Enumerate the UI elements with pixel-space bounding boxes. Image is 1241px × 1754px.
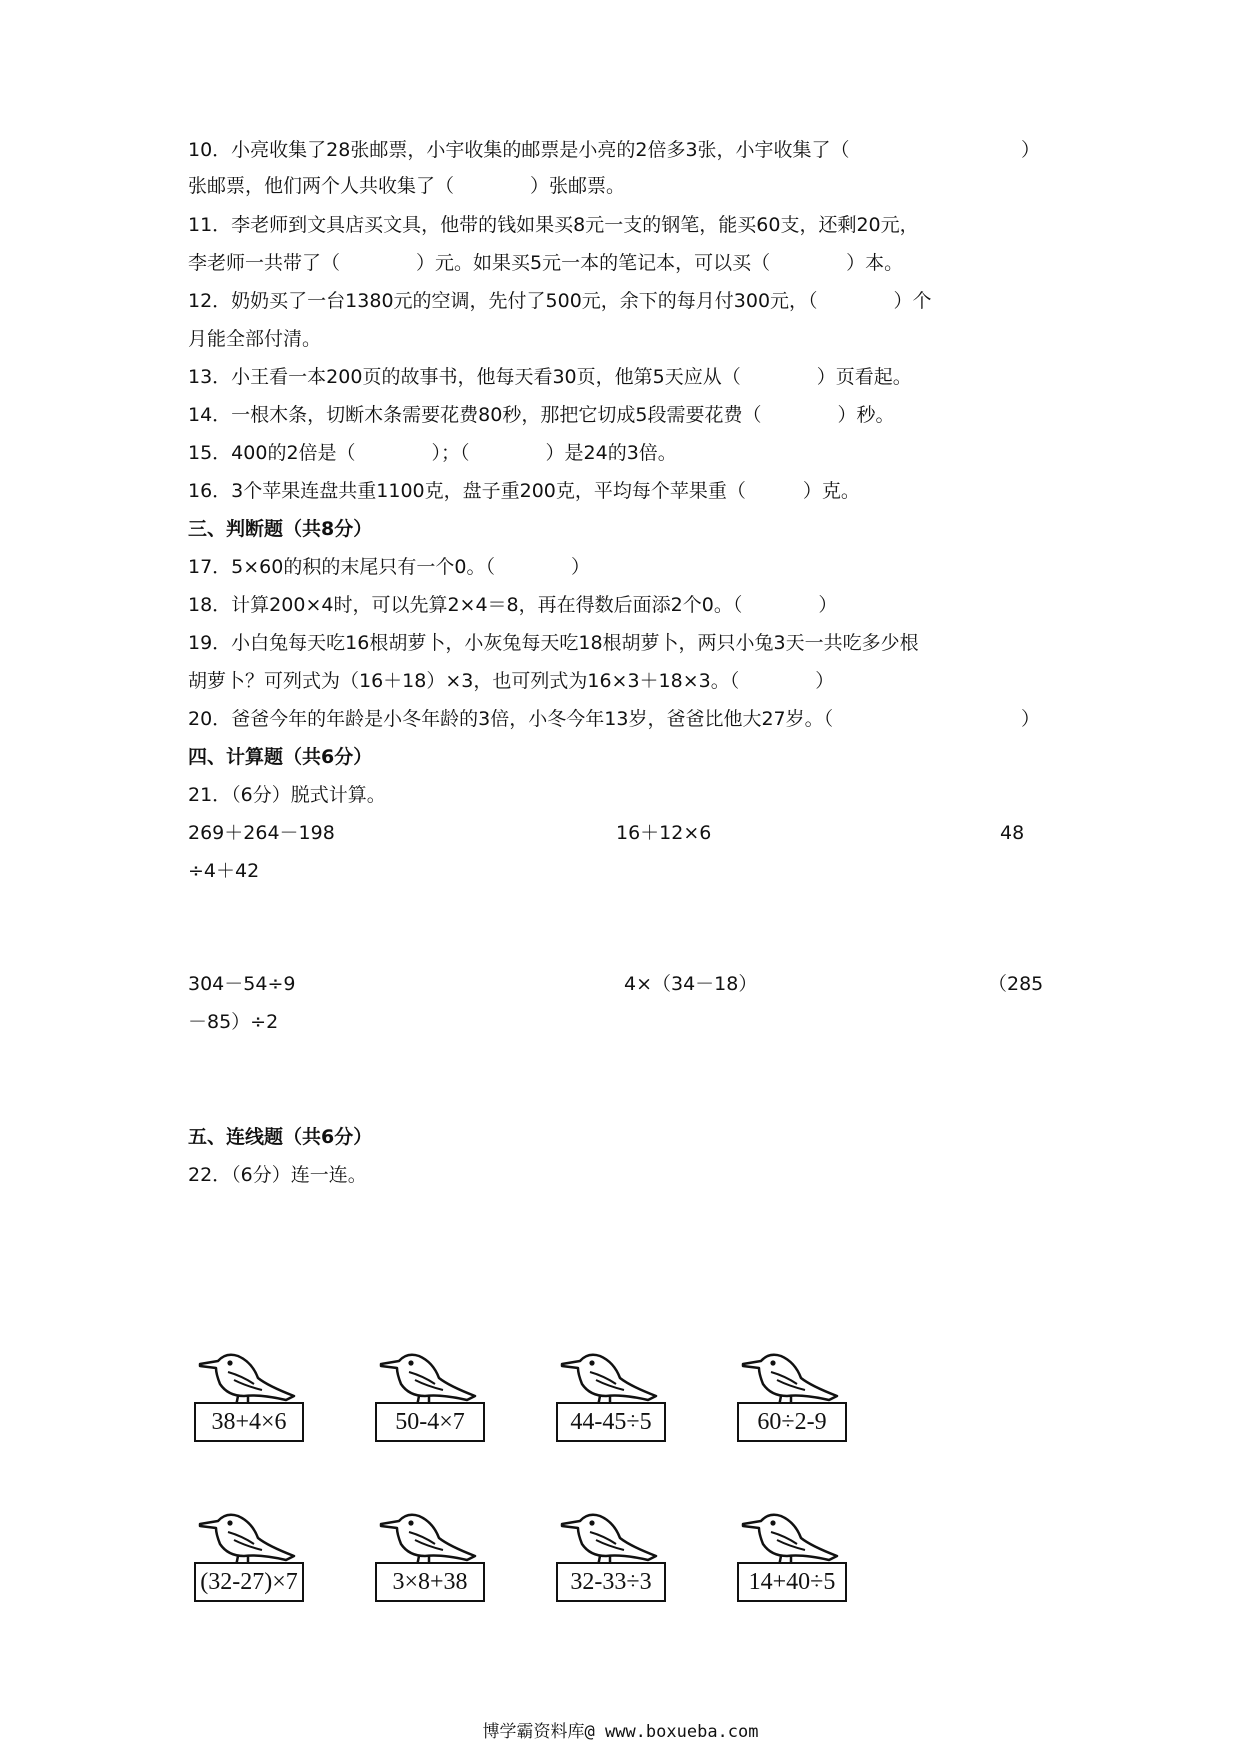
footer-watermark: 博学霸资料库@ www.boxueba.com: [482, 1722, 759, 1742]
section-judge-heading: 三、判断题（共8分）: [188, 518, 373, 540]
bird-icon: [379, 1350, 479, 1406]
calc-expression-6-part-2: －85）÷2: [188, 1011, 279, 1033]
bird-icon: [379, 1510, 479, 1566]
match-expression: (32-27)×7: [194, 1562, 304, 1602]
section-match-heading: 五、连线题（共6分）: [188, 1126, 373, 1148]
question-11-line-1: 11．李老师到文具店买文具，他带的钱如果买8元一支的钢笔，能买60支，还剩20元，: [188, 214, 919, 236]
calc-expression-3-part-2: ÷4＋42: [188, 860, 260, 882]
match-card-4[interactable]: [733, 1350, 853, 1460]
section-calc-heading: 四、计算题（共6分）: [188, 746, 373, 768]
match-expression: 60÷2-9: [737, 1402, 847, 1442]
question-13: 13．小王看一本200页的故事书，他每天看30页，他第5天应从（ ）页看起。: [188, 366, 912, 388]
match-expression: 44-45÷5: [556, 1402, 666, 1442]
match-card-7[interactable]: [552, 1510, 672, 1620]
question-10-close-paren: ）: [1020, 139, 1040, 161]
match-card-2[interactable]: [371, 1350, 491, 1460]
question-19-line-1: 19．小白兔每天吃16根胡萝卜，小灰兔每天吃18根胡萝卜，两只小兔3天一共吃多少根: [188, 632, 919, 654]
match-expression: 50-4×7: [375, 1402, 485, 1442]
question-22: 22．（6分）连一连。: [188, 1164, 367, 1186]
question-10-text: 10．小亮收集了28张邮票，小宇收集的邮票是小亮的2倍多3张，小宇收集了（: [188, 139, 850, 161]
match-card-6[interactable]: [371, 1510, 491, 1620]
bird-icon: [198, 1510, 298, 1566]
question-12-line-1: 12．奶奶买了一台1380元的空调，先付了500元，余下的每月付300元，（ ）个: [188, 290, 932, 312]
calc-expression-2: 16＋12×6: [616, 822, 712, 844]
match-card-1[interactable]: [190, 1350, 310, 1460]
bird-icon: [741, 1510, 841, 1566]
question-20-close-paren: ）: [1020, 708, 1040, 730]
question-15: 15．400的2倍是（ ）；（ ）是24的3倍。: [188, 442, 677, 464]
match-expression: 14+40÷5: [737, 1562, 847, 1602]
match-card-5[interactable]: [190, 1510, 310, 1620]
calc-expression-1: 269＋264－198: [188, 822, 335, 844]
question-18: 18．计算200×4时，可以先算2×4＝8，再在得数后面添2个0。（ ）: [188, 594, 838, 616]
bird-icon: [741, 1350, 841, 1406]
question-17: 17．5×60的积的末尾只有一个0。（ ）: [188, 556, 590, 578]
match-card-8[interactable]: [733, 1510, 853, 1620]
question-16: 16．3个苹果连盘共重1100克，盘子重200克，平均每个苹果重（ ）克。: [188, 480, 860, 502]
match-expression: 3×8+38: [375, 1562, 485, 1602]
question-11-line-2: 李老师一共带了（ ）元。如果买5元一本的笔记本，可以买（ ）本。: [188, 252, 904, 274]
calc-expression-5: 4×（34－18）: [624, 973, 758, 995]
question-21: 21．（6分）脱式计算。: [188, 784, 386, 806]
bird-icon: [198, 1350, 298, 1406]
question-20: [188, 706, 1040, 732]
question-14: 14．一根木条，切断木条需要花费80秒，那把它切成5段需要花费（ ）秒。: [188, 404, 895, 426]
calc-expression-6-part-1: （285: [988, 973, 1044, 995]
bird-icon: [560, 1350, 660, 1406]
match-expression: 32-33÷3: [556, 1562, 666, 1602]
bird-icon: [560, 1510, 660, 1566]
calc-expression-3-part-1: 48: [1000, 822, 1025, 844]
question-19-line-2: 胡萝卜？可列式为（16＋18）×3，也可列式为16×3＋18×3。（ ）: [188, 670, 835, 692]
question-10-line-2: 张邮票，他们两个人共收集了（ ）张邮票。: [188, 175, 626, 197]
question-20-text: 20．爸爸今年的年龄是小冬年龄的3倍，小冬今年13岁，爸爸比他大27岁。（: [188, 708, 834, 730]
calc-expression-4: 304－54÷9: [188, 973, 296, 995]
match-card-3[interactable]: [552, 1350, 672, 1460]
match-expression: 38+4×6: [194, 1402, 304, 1442]
question-10-line-1: [188, 137, 1040, 163]
question-12-line-2: 月能全部付清。: [188, 328, 322, 350]
